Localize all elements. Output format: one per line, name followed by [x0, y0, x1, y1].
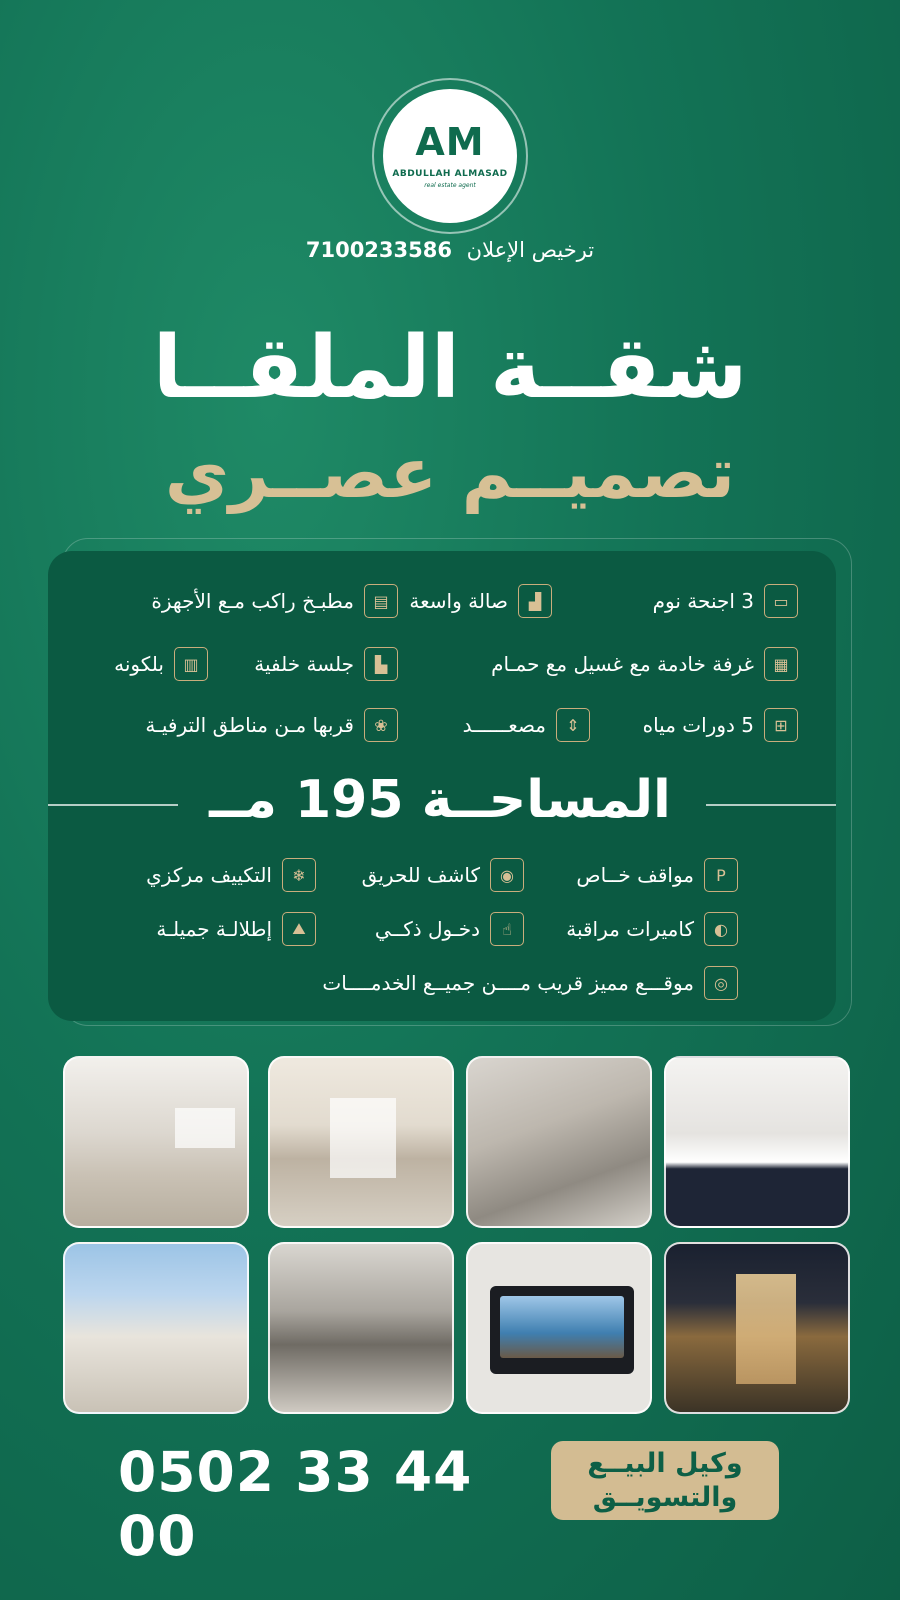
feature-item: ⛰ إطلالـة جميلـة: [156, 912, 316, 946]
license-number: 7100233586: [305, 238, 452, 262]
logo: [383, 89, 517, 223]
feature-item: ▙ جلسة خلفية: [254, 647, 398, 681]
feature-item: ☝ دخـول ذكــي: [375, 912, 524, 946]
feature-row-4: [576, 858, 738, 892]
photo-intercom: [466, 1242, 652, 1414]
feature-row-2c: [114, 647, 208, 681]
feature-item: ❀ قربها مـن مناطق الترفيـة: [145, 708, 398, 742]
logo-tagline: real estate agent: [424, 182, 476, 189]
feature-row-1b: [409, 584, 552, 618]
feature-row-5: [566, 912, 738, 946]
feature-row-5c: [156, 912, 316, 946]
photo-staircase: [466, 1056, 652, 1228]
photo-kitchen: [664, 1056, 850, 1228]
feature-row-3b: [463, 708, 590, 742]
feature-row-3c: [145, 708, 398, 742]
photo-entrance: [268, 1242, 454, 1414]
photo-living-room: [63, 1056, 249, 1228]
view-icon: ⛰: [282, 912, 316, 946]
elevator-icon: ⇕: [556, 708, 590, 742]
feature-item: ▤ مطبـخ راكب مـع الأجهزة: [151, 584, 398, 618]
ac-icon: ❄: [282, 858, 316, 892]
feature-item: ▟ صالة واسعة: [409, 584, 552, 618]
feature-item: ▥ بلكونه: [114, 647, 208, 681]
camera-icon: ◐: [704, 912, 738, 946]
feature-row-2: [491, 647, 798, 681]
feature-item: ◎ موقـــع مميز قريب مــــن جميــع الخدمــــات: [322, 966, 738, 1000]
feature-row-6: [322, 966, 738, 1000]
parking-icon: P: [704, 858, 738, 892]
photo-hall: [268, 1056, 454, 1228]
license-label: ترخيص الإعلان: [466, 238, 595, 262]
feature-item: ◉ كاشف للحريق: [362, 858, 524, 892]
agent-badge: [551, 1441, 779, 1520]
location-icon: ◎: [704, 966, 738, 1000]
park-icon: ❀: [364, 708, 398, 742]
divider-left: [48, 804, 178, 806]
divider-right: [706, 804, 836, 806]
feature-item: ⊞ 5 دورات مياه: [643, 708, 798, 742]
feature-row-2b: [254, 647, 398, 681]
feature-item: P مواقف خــاص: [576, 858, 738, 892]
smart-entry-icon: ☝: [490, 912, 524, 946]
agent-line-1: وكيل البيــع: [587, 1447, 743, 1479]
bathroom-icon: ⊞: [764, 708, 798, 742]
feature-item: ▦ غرفة خادمة مع غسيل مع حمـام: [491, 647, 798, 681]
sofa-icon: ▟: [518, 584, 552, 618]
smoke-detector-icon: ◉: [490, 858, 524, 892]
agent-line-2: والتسويــق: [592, 1481, 738, 1513]
feature-item: ❄ التكييف مركزي: [146, 858, 316, 892]
feature-row-4c: [146, 858, 316, 892]
page-title: شقــة الملقــا: [152, 318, 748, 418]
feature-row-1c: [151, 584, 398, 618]
photo-building-day: [63, 1242, 249, 1414]
photo-building-night: [664, 1242, 850, 1414]
feature-item: ▭ 3 اجنحة نوم: [653, 584, 798, 618]
phone-number[interactable]: 0502 33 44 00: [118, 1440, 473, 1568]
balcony-icon: ▥: [174, 647, 208, 681]
feature-item: ◐ كاميرات مراقبة: [566, 912, 738, 946]
logo-ring: [372, 78, 528, 234]
kitchen-icon: ▤: [364, 584, 398, 618]
feature-row-1: [653, 584, 798, 618]
bed-icon: ▭: [764, 584, 798, 618]
license-line: [0, 238, 900, 262]
room-plan-icon: ▦: [764, 647, 798, 681]
feature-item: ⇕ مصعــــــد: [463, 708, 590, 742]
logo-monogram: AM: [415, 120, 485, 164]
feature-row-3: [643, 708, 798, 742]
logo-name: ABDULLAH ALMASAD: [392, 169, 508, 179]
feature-row-4b: [362, 858, 524, 892]
page-subtitle: تصميــم عصــري: [164, 432, 736, 514]
feature-row-5b: [375, 912, 524, 946]
seating-icon: ▙: [364, 647, 398, 681]
area-heading: المساحــة 195 مــ: [209, 770, 671, 830]
